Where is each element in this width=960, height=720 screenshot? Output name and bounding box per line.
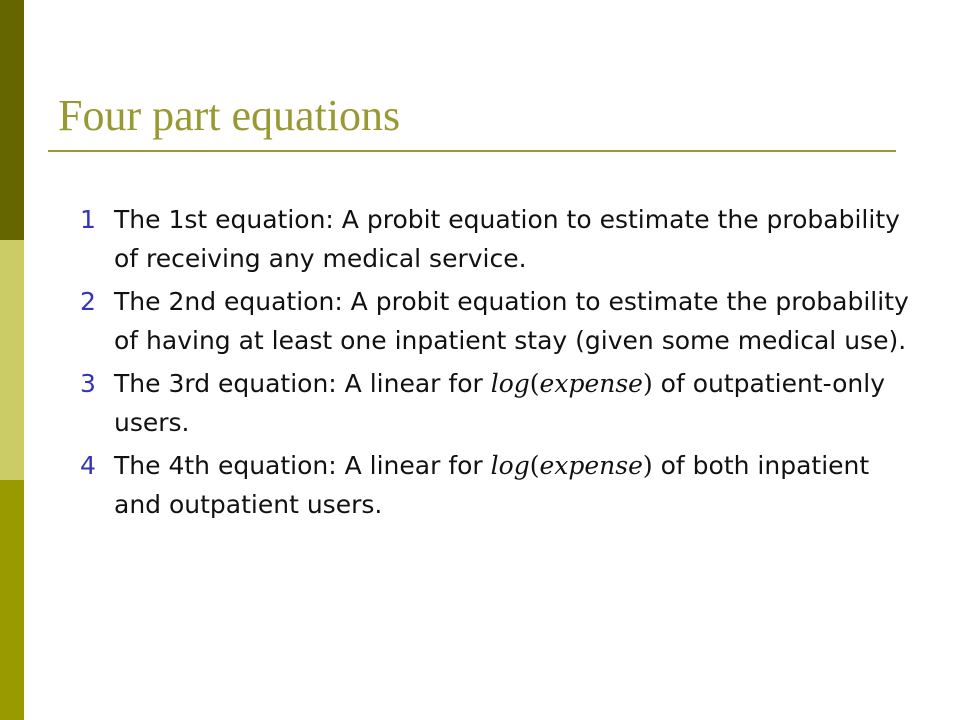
title-underline bbox=[48, 150, 896, 152]
equation-list bbox=[80, 200, 910, 528]
math-close-paren: ) bbox=[642, 369, 653, 398]
math-open-paren: ( bbox=[529, 369, 540, 398]
side-bar-light-segment bbox=[0, 240, 24, 480]
math-expense-argument: expense bbox=[539, 369, 643, 398]
item-text-after: of outpatient-only users. bbox=[114, 369, 885, 437]
math-log-function: log bbox=[490, 451, 530, 480]
item-number: 2 bbox=[80, 287, 96, 316]
side-color-bar bbox=[0, 0, 24, 720]
item-number: 1 bbox=[80, 205, 96, 234]
math-expense-argument: expense bbox=[539, 451, 643, 480]
item-text: The 1st equation: A probit equation to estimate the probability of receiving any medical service. bbox=[114, 205, 900, 273]
math-open-paren: ( bbox=[529, 451, 540, 480]
item-text-before: The 4th equation: A linear for bbox=[114, 451, 491, 480]
slide-title: Four part equations bbox=[58, 91, 401, 140]
item-text-before: The 3rd equation: A linear for bbox=[114, 369, 491, 398]
item-text-after: of both inpatient and outpatient users. bbox=[114, 451, 870, 519]
list-item-3 bbox=[80, 364, 910, 442]
item-number: 3 bbox=[80, 369, 96, 398]
list-item-2 bbox=[80, 282, 910, 360]
item-text bbox=[114, 446, 910, 524]
math-log-function: log bbox=[490, 369, 530, 398]
item-text: The 2nd equation: A probit equation to estimate the probability of having at least one inpatient stay (given some medical use). bbox=[114, 287, 909, 355]
item-number: 4 bbox=[80, 451, 96, 480]
side-bar-dark-segment bbox=[0, 0, 24, 240]
side-bar-mid-segment bbox=[0, 480, 24, 720]
list-item-4 bbox=[80, 446, 910, 524]
list-item-1 bbox=[80, 200, 910, 278]
item-text bbox=[114, 364, 910, 442]
math-close-paren: ) bbox=[642, 451, 653, 480]
